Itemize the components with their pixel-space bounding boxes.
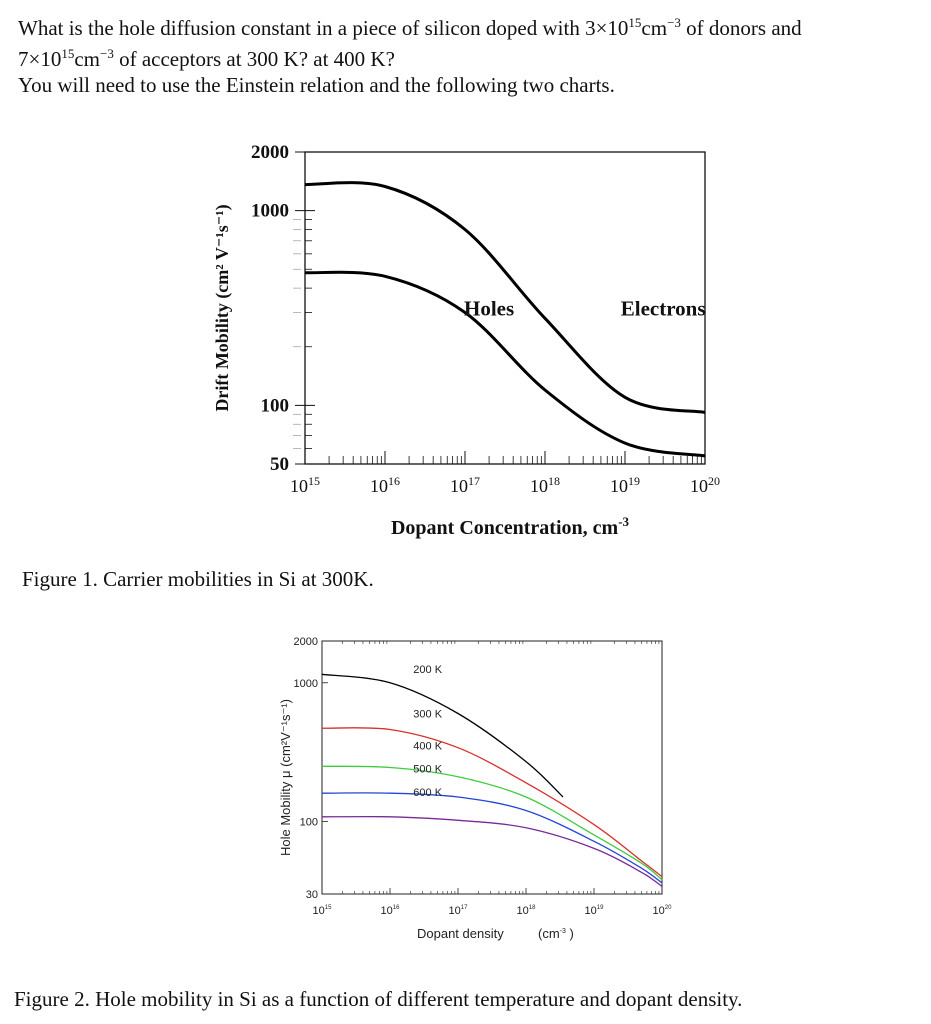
- q1-exp: 15: [628, 15, 642, 30]
- q2-seven: 7: [18, 47, 29, 71]
- annotation-holes: Holes: [463, 296, 515, 321]
- annotation-electrons: Electrons: [620, 296, 706, 321]
- y-axis-label: Drift Mobility (cm² V⁻¹s⁻¹): [212, 204, 232, 412]
- curve-200k: [322, 674, 563, 800]
- question-line-2: [18, 41, 923, 72]
- x-tick-label: $10^{18}$: [530, 474, 560, 496]
- figure-1-chart: [0, 130, 931, 690]
- x-tick-label: $10^{16}$: [370, 474, 400, 496]
- question-line-3: You will need to use the Einstein relation and the following two charts.: [18, 73, 615, 97]
- x-tick-label: $10^{17}$: [448, 905, 468, 917]
- q2-times: ×: [28, 47, 41, 71]
- question-line-1: [18, 10, 923, 41]
- q1-ten: 10: [607, 16, 629, 40]
- curve-600k: [322, 817, 662, 887]
- q1-part-c: of donors and: [680, 16, 802, 40]
- x-tick-label: $10^{20}$: [690, 474, 720, 496]
- q1-cm-exp: −3: [667, 15, 681, 30]
- figure-1-caption: Figure 1. Carrier mobilities in Si at 300K.: [22, 567, 374, 591]
- x-tick-label: $10^{17}$: [450, 474, 480, 496]
- q2-part-b: of acceptors at 300 K? at 400 K?: [113, 47, 395, 71]
- y-axis-label: Hole Mobility μ (cm²V⁻¹s⁻¹): [278, 699, 293, 856]
- y-tick-label: 50: [270, 454, 289, 475]
- q2-cm-exp: −3: [100, 46, 114, 61]
- x-axis-label: Dopant density: [417, 926, 504, 941]
- q2-ten: 10: [40, 47, 62, 71]
- q1-cm: cm: [641, 16, 668, 40]
- series-label-300k: 300 K: [413, 708, 443, 721]
- x-tick-label: $10^{18}$: [516, 905, 536, 917]
- figure-2-caption: Figure 2. Hole mobility in Si as a function of different temperature and dopant density.: [14, 987, 743, 1011]
- curve-500k: [322, 793, 662, 883]
- y-tick-label: 1000: [293, 677, 318, 690]
- question-text: [18, 10, 923, 98]
- y-tick-label: 2000: [251, 142, 289, 163]
- series-label-500k: 500 K: [413, 763, 443, 776]
- x-tick-label: $10^{19}$: [584, 905, 604, 917]
- series-label-200k: 200 K: [413, 663, 443, 676]
- y-tick-label: 100: [299, 816, 318, 829]
- x-axis-label: Dopant Concentration, $cm^{-3}$: [390, 514, 630, 539]
- y-tick-label: 100: [260, 395, 289, 417]
- q2-exp: 15: [61, 46, 75, 61]
- series-label-600k: 600 K: [413, 787, 443, 800]
- x-tick-label: $10^{16}$: [380, 905, 400, 917]
- figure-2-chart: [0, 620, 931, 960]
- y-tick-label: 30: [305, 889, 318, 901]
- series-label-400k: 400 K: [413, 740, 443, 753]
- q2-cm: cm: [74, 47, 100, 71]
- q1-part-a: What is the hole diffusion constant in a piece of silicon doped with 3: [18, 16, 596, 40]
- x-tick-label: $10^{15}$: [290, 474, 320, 496]
- x-tick-label: $10^{20}$: [652, 905, 672, 917]
- x-tick-label: $10^{15}$: [312, 905, 332, 917]
- times-symbol: ×: [595, 16, 608, 40]
- y-tick-label: 1000: [251, 200, 289, 222]
- x-axis-unit: ($cm^{-3}$ ): [538, 926, 574, 941]
- x-tick-label: $10^{19}$: [610, 474, 640, 496]
- y-tick-label: 2000: [293, 636, 318, 648]
